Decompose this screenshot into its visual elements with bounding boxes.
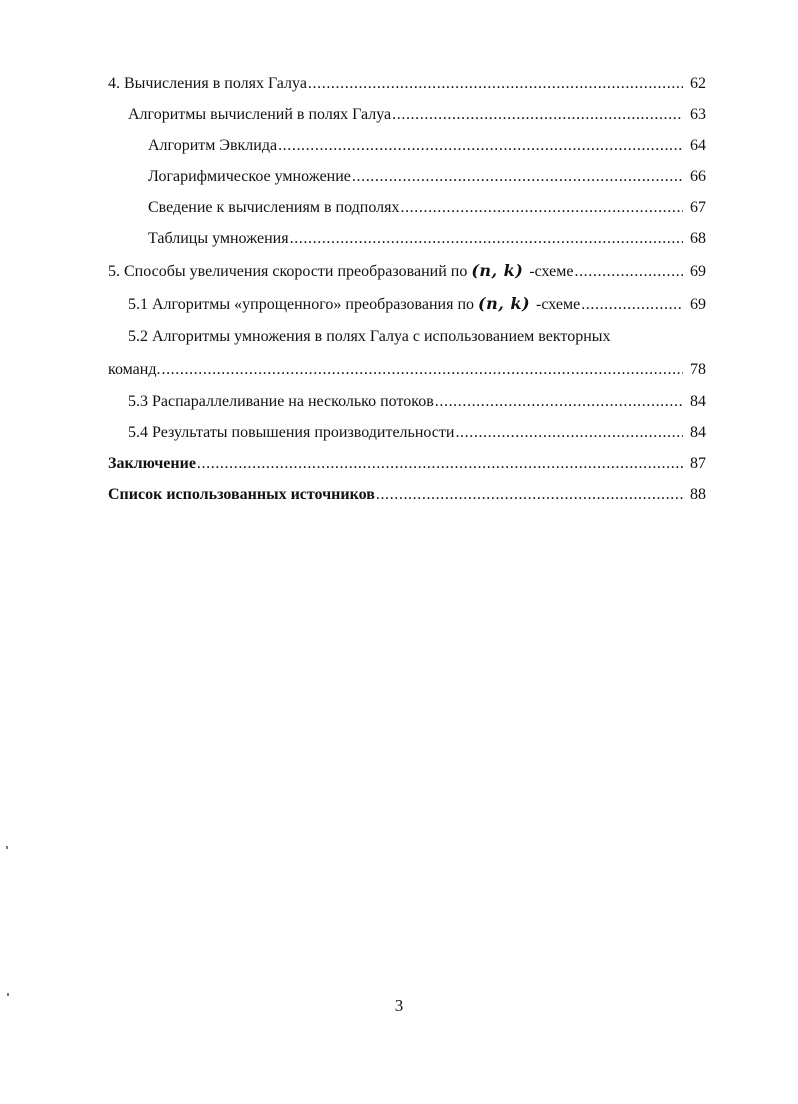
- toc-entry-title: Алгоритм Эвклида: [148, 137, 278, 154]
- toc-entry-page: 87: [690, 455, 706, 472]
- toc-entry-chapter-5[interactable]: [108, 254, 706, 287]
- toc-entry-page: 66: [690, 168, 706, 185]
- toc-entry-euclid[interactable]: [108, 130, 706, 161]
- toc-leader-dots: [161, 353, 683, 386]
- toc-leader-dots: [581, 288, 683, 321]
- toc-entry-page: 78: [690, 361, 706, 378]
- toc-leader-dots: [278, 130, 683, 161]
- toc-entry-title: 4. Вычисления в полях Галуа: [108, 75, 307, 92]
- toc-leader-dots: [400, 192, 683, 223]
- toc-entry-page: 62: [690, 75, 706, 92]
- toc-leader-dots: [352, 161, 683, 192]
- toc-entry-title-text: 5.1 Алгоритмы «упрощенного» преобразования по: [128, 296, 475, 313]
- toc-entry-5-1[interactable]: [108, 287, 706, 320]
- toc-leader-dots: [392, 99, 683, 130]
- toc-entry-page: 67: [690, 199, 706, 216]
- toc-entry-page: 84: [690, 424, 706, 441]
- toc-entry-chapter-4[interactable]: [108, 68, 706, 99]
- toc-entry-page: 69: [690, 296, 706, 313]
- toc-entry-title-suffix: -схеме: [536, 296, 581, 313]
- toc-leader-dots: [376, 479, 683, 510]
- page-number: 3: [394, 996, 404, 1015]
- toc-entry-title: Логарифмическое умножение: [148, 168, 351, 185]
- table-of-contents: [108, 68, 706, 510]
- toc-entry-galois-algorithms[interactable]: [108, 99, 706, 130]
- toc-entry-references[interactable]: [108, 479, 706, 510]
- toc-entry-conclusion[interactable]: [108, 448, 706, 479]
- toc-entry-title: [108, 254, 573, 288]
- toc-entry-page: 84: [690, 393, 706, 410]
- toc-entry-title: Сведение к вычислениям в подполях: [148, 199, 400, 216]
- toc-entry-title-text: 5. Способы увеличения скорости преобразований по: [108, 263, 468, 280]
- toc-entry-page: 68: [690, 230, 706, 247]
- toc-entry-page: 64: [690, 137, 706, 154]
- toc-entry-5-3[interactable]: [108, 386, 706, 417]
- toc-entry-log-multiplication[interactable]: [108, 161, 706, 192]
- toc-entry-page: 88: [690, 486, 706, 503]
- toc-entry-5-2-line2[interactable]: [108, 353, 706, 386]
- nk-formula: (n, k): [471, 261, 524, 280]
- toc-entry-title: команд.: [108, 361, 161, 378]
- toc-leader-dots: [574, 255, 683, 288]
- nk-formula: (n, k): [478, 294, 531, 313]
- toc-entry-title-suffix: -схеме: [529, 263, 574, 280]
- toc-leader-dots: [308, 68, 683, 99]
- toc-entry-title: [128, 287, 580, 321]
- toc-leader-dots: [455, 417, 683, 448]
- toc-entry-mult-tables[interactable]: [108, 223, 706, 254]
- toc-leader-dots: [435, 386, 683, 417]
- toc-leader-dots: [290, 223, 683, 254]
- toc-entry-title: Список использованных источников: [108, 486, 375, 503]
- toc-entry-title: Таблицы умножения: [148, 230, 289, 247]
- toc-entry-page: 69: [690, 263, 706, 280]
- toc-leader-dots: [197, 448, 683, 479]
- toc-entry-page: 63: [690, 106, 706, 123]
- toc-entry-5-2-line1[interactable]: 5.2 Алгоритмы умножения в полях Галуа с использованием векторных: [128, 328, 611, 345]
- toc-entry-5-4[interactable]: [108, 417, 706, 448]
- scan-artifact: [6, 846, 8, 849]
- toc-entry-title: 5.4 Результаты повышения производительности: [128, 424, 455, 441]
- toc-entry-subfields[interactable]: [108, 192, 706, 223]
- toc-entry-title: Алгоритмы вычислений в полях Галуа: [128, 106, 392, 123]
- toc-entry-title: Заключение: [108, 455, 196, 472]
- toc-entry-title: 5.3 Распараллеливание на несколько потоков: [128, 393, 434, 410]
